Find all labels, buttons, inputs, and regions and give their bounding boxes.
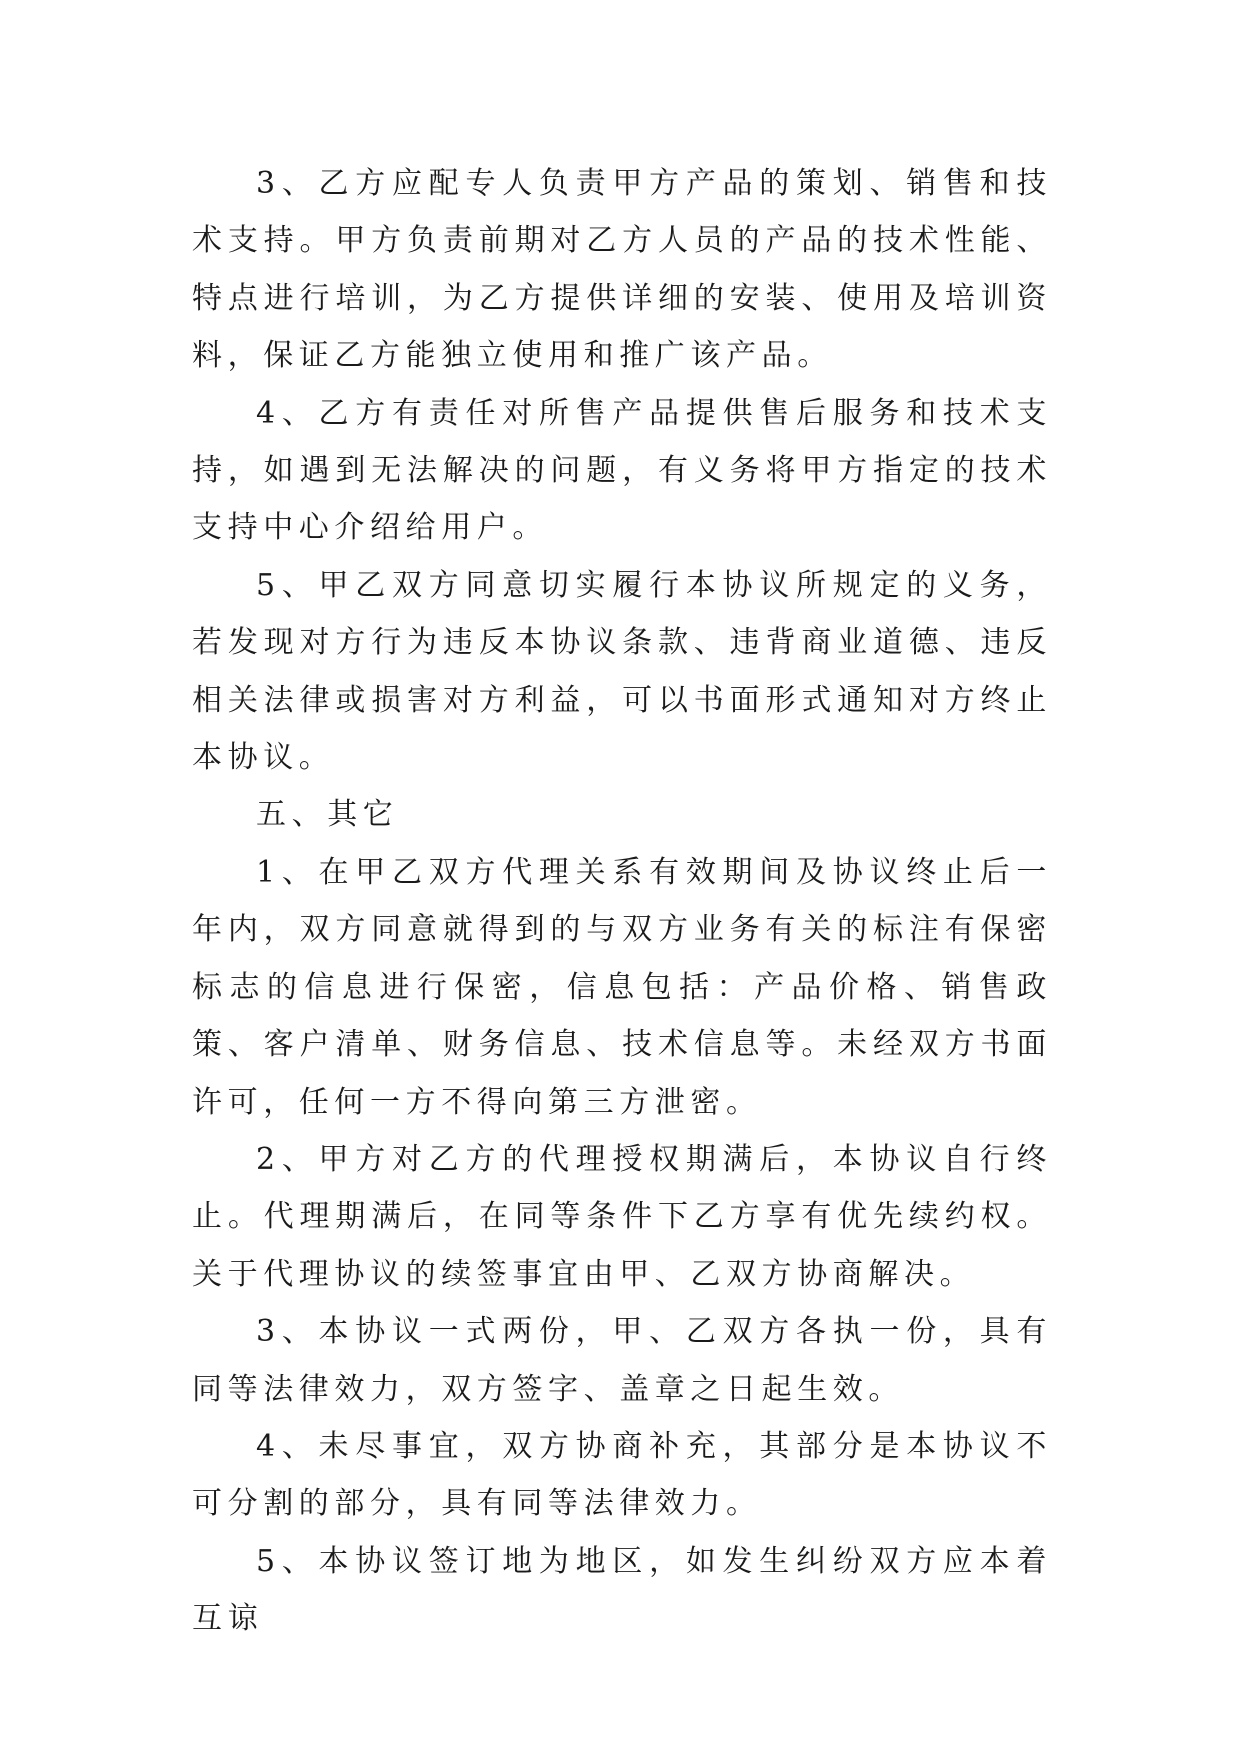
section-heading-other: 五、其它 [256, 797, 399, 833]
other-clause-4-paragraph: 4、未尽事宜，双方协商补充，其部分是本协议不可分割的部分，具有同等法律效力。 [192, 1428, 1052, 1522]
clause-3-paragraph: 3、乙方应配专人负责甲方产品的策划、销售和技术支持。甲方负责前期对乙方人员的产品的技术性能、特点进行培训，为乙方提供详细的安装、使用及培训资料，保证乙方能独立使用和推广该产品。 [192, 166, 1052, 374]
other-clause-3-paragraph: 3、本协议一式两份，甲、乙双方各执一份，具有同等法律效力，双方签字、盖章之日起生效。 [192, 1314, 1052, 1407]
document-body [192, 155, 1052, 1648]
other-clause-2-paragraph: 2、甲方对乙方的代理授权期满后，本协议自行终止。代理期满后，在同等条件下乙方享有优先续约权。关于代理协议的续签事宜由甲、乙双方协商解决。 [192, 1141, 1052, 1292]
other-clause-1-paragraph: 1、在甲乙双方代理关系有效期间及协议终止后一年内，双方同意就得到的与双方业务有关的标注有保密标志的信息进行保密，信息包括：产品价格、销售政策、客户清单、财务信息、技术信息等。未经双方书面许可，任何一方不得向第三方泄密。 [192, 854, 1052, 1120]
other-clause-5-paragraph: 5、本协议签订地为地区，如发生纠纷双方应本着互谅 [192, 1543, 1052, 1637]
clause-5-paragraph: 5、甲乙双方同意切实履行本协议所规定的义务，若发现对方行为违反本协议条款、违背商业道德、违反相关法律或损害对方利益，可以书面形式通知对方终止本协议。 [192, 567, 1052, 776]
clause-4-paragraph: 4、乙方有责任对所售产品提供售后服务和技术支持，如遇到无法解决的问题，有义务将甲方指定的技术支持中心介绍给用户。 [192, 395, 1052, 546]
